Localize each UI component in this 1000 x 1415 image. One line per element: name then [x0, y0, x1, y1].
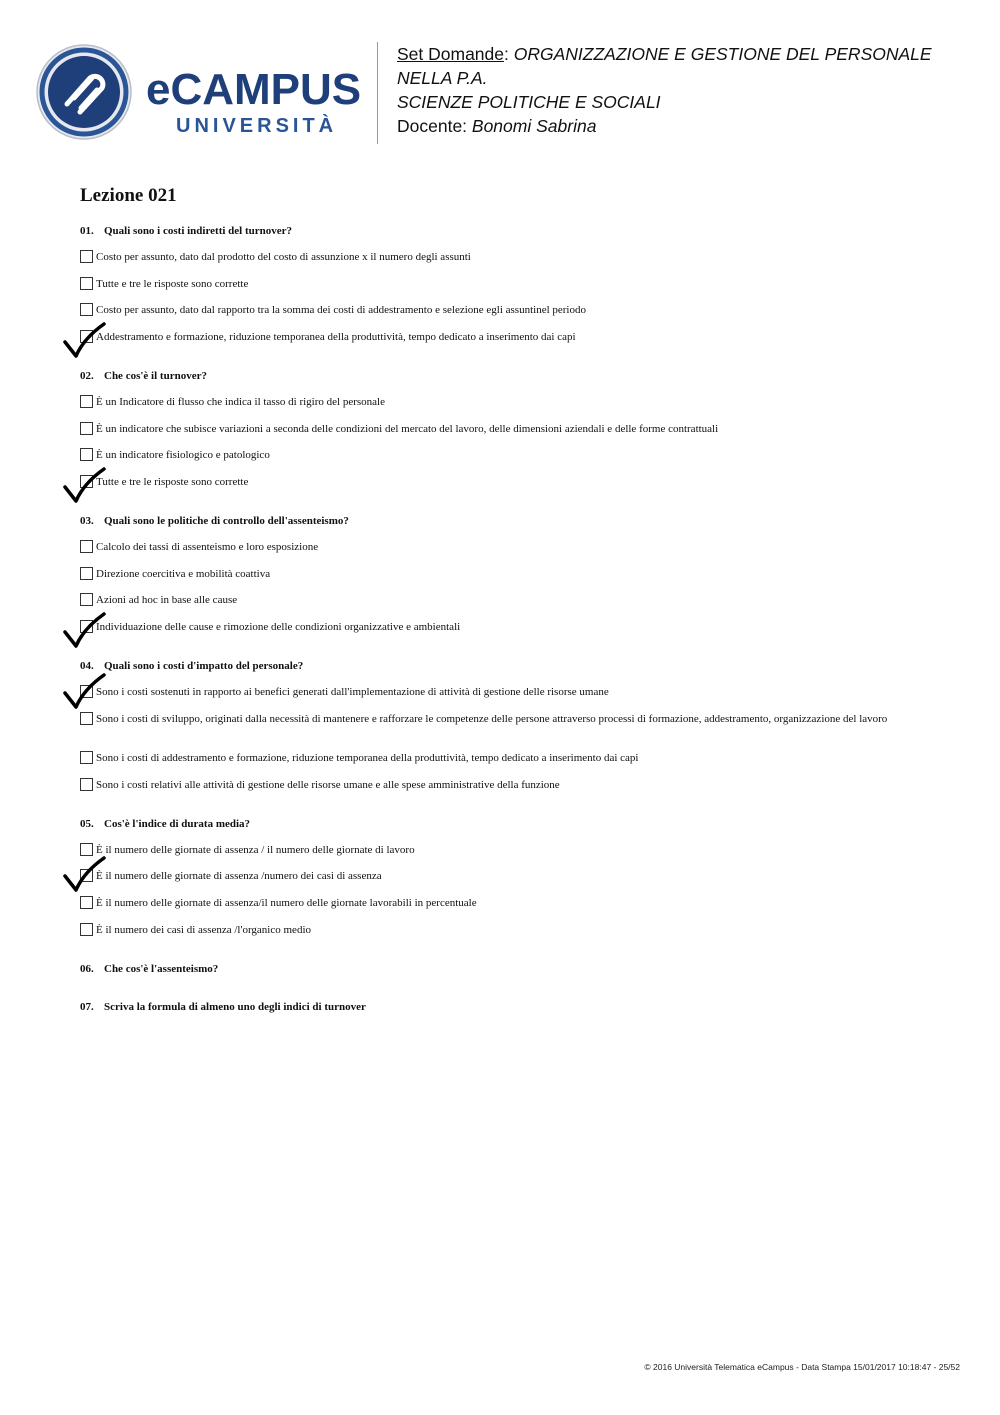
answer-option [80, 303, 930, 317]
page-footer: © 2016 Università Telematica eCampus - Data Stampa 15/01/2017 10:18:47 - 25/52 [644, 1362, 960, 1372]
course-info [397, 42, 987, 138]
answer-checkbox[interactable] [80, 303, 93, 316]
answer-option [80, 685, 930, 699]
answer-option [80, 843, 930, 857]
answer-option [80, 567, 930, 581]
answer-text: È un Indicatore di flusso che indica il tasso di rigiro del personale [96, 396, 385, 408]
logo-wordmark: eCAMPUS [146, 65, 362, 114]
question-number: 04. [80, 660, 94, 672]
answer-text: È il numero delle giornate di assenza / il numero delle giornate di lavoro [96, 844, 415, 856]
docente-name: Bonomi Sabrina [471, 116, 597, 136]
answer-text: È il numero dei casi di assenza /l'organico medio [96, 924, 311, 936]
question-number: 07. [80, 1001, 94, 1013]
checkmark-icon [62, 612, 106, 650]
answer-checkbox[interactable] [80, 896, 93, 909]
question-text: Quali sono i costi indiretti del turnover? [104, 225, 293, 237]
answer-text: È il numero delle giornate di assenza /numero dei casi di assenza [96, 870, 382, 882]
answer-text: Azioni ad hoc in base alle cause [96, 594, 238, 606]
checkmark-icon [62, 856, 106, 894]
checkmark-icon [62, 322, 106, 360]
answer-text: Sono i costi di addestramento e formazione, riduzione temporanea della produttività, tempo dedicato a inserimento dai capi [96, 752, 639, 764]
answer-text: Costo per assunto, dato dal rapporto tra la somma dei costi di addestramento e selezione egli assuntinel periodo [96, 304, 586, 316]
ecampus-logo [34, 42, 364, 142]
page-header [0, 0, 1000, 160]
answer-option [80, 422, 930, 436]
answer-option [80, 330, 930, 344]
answer-text: Individuazione delle cause e rimozione delle condizioni organizzative e ambientali [96, 621, 461, 633]
answer-option [80, 620, 930, 634]
checkmark-icon [62, 467, 106, 505]
answer-checkbox[interactable] [80, 843, 93, 856]
answer-checkbox[interactable] [80, 712, 93, 725]
answer-option [80, 712, 930, 726]
docente-label: Docente: [397, 116, 472, 136]
lesson-title: Lezione 021 [80, 185, 177, 206]
course-title: ORGANIZZAZIONE E GESTIONE DEL PERSONALE NELLA P.A. [397, 44, 932, 88]
question-title [80, 515, 349, 527]
faculty-line [397, 90, 987, 114]
question-title [80, 370, 207, 382]
answer-checkbox[interactable] [80, 395, 93, 408]
question-number: 06. [80, 963, 94, 975]
answer-option [80, 751, 930, 765]
course-title-line [397, 42, 987, 90]
answer-option [80, 448, 930, 462]
question-text: Che cos'è il turnover? [104, 370, 207, 382]
answer-checkbox[interactable] [80, 250, 93, 263]
set-separator: : [504, 44, 514, 64]
answer-checkbox[interactable] [80, 593, 93, 606]
answer-text: È un indicatore che subisce variazioni a seconda delle condizioni del mercato del lavoro, delle dimensioni aziendali e delle forme contrattuali [96, 423, 719, 435]
answer-checkbox[interactable] [80, 923, 93, 936]
question-title [80, 963, 218, 975]
answer-text: Tutte e tre le risposte sono corrette [96, 278, 249, 290]
answer-text: Sono i costi sostenuti in rapporto ai benefici generati dall'implementazione di attività di gestione delle risorse umane [96, 686, 609, 698]
answer-checkbox[interactable] [80, 567, 93, 580]
answer-checkbox[interactable] [80, 751, 93, 764]
answer-option [80, 869, 930, 883]
answer-checkbox[interactable] [80, 778, 93, 791]
answer-text: È il numero delle giornate di assenza/il numero delle giornate lavorabili in percentuale [96, 897, 477, 909]
answer-option [80, 277, 930, 291]
question-number: 05. [80, 818, 94, 830]
docente-line [397, 114, 987, 138]
question-number: 01. [80, 225, 94, 237]
answer-text: Sono i costi di sviluppo, originati dalla necessità di mantenere e rafforzare le competenze delle persone attraverso processi di formazione, addestramento, organizzazione del lavoro [96, 713, 888, 725]
answer-text: Addestramento e formazione, riduzione temporanea della produttività, tempo dedicato a inserimento dai capi [96, 331, 576, 343]
answer-text: Costo per assunto, dato dal prodotto del costo di assunzione x il numero degli assunti [96, 251, 471, 263]
answer-option [80, 475, 930, 489]
answer-text: Calcolo dei tassi di assenteismo e loro esposizione [96, 541, 319, 553]
set-label: Set Domande [397, 44, 505, 64]
answer-text: Direzione coercitiva e mobilità coattiva [96, 568, 271, 580]
answer-checkbox[interactable] [80, 448, 93, 461]
answer-option [80, 395, 930, 409]
answer-checkbox[interactable] [80, 540, 93, 553]
question-text: Scriva la formula di almeno uno degli indici di turnover [104, 1001, 366, 1013]
question-number: 02. [80, 370, 94, 382]
answer-option [80, 593, 930, 607]
answer-text: È un indicatore fisiologico e patologico [96, 449, 270, 461]
header-divider [377, 42, 378, 144]
question-title [80, 225, 292, 237]
answer-checkbox[interactable] [80, 422, 93, 435]
answer-text: Sono i costi relativi alle attività di gestione delle risorse umane e alle spese amministrative della funzione [96, 779, 560, 791]
answer-option [80, 896, 930, 910]
answer-option [80, 540, 930, 554]
answer-option [80, 250, 930, 264]
question-title [80, 660, 303, 672]
answer-text: Tutte e tre le risposte sono corrette [96, 476, 249, 488]
question-number: 03. [80, 515, 94, 527]
logo-subtitle: UNIVERSITÀ [176, 115, 338, 137]
question-title [80, 1001, 366, 1013]
checkmark-icon [62, 673, 106, 711]
answer-checkbox[interactable] [80, 277, 93, 290]
answer-option [80, 778, 930, 792]
answer-option [80, 923, 930, 937]
question-text: Cos'è l'indice di durata media? [104, 818, 251, 830]
question-text: Che cos'è l'assenteismo? [104, 963, 219, 975]
question-text: Quali sono i costi d'impatto del personale? [104, 660, 304, 672]
question-text: Quali sono le politiche di controllo dell'assenteismo? [104, 515, 349, 527]
faculty-name: SCIENZE POLITICHE E SOCIALI [397, 92, 661, 112]
question-title [80, 818, 250, 830]
